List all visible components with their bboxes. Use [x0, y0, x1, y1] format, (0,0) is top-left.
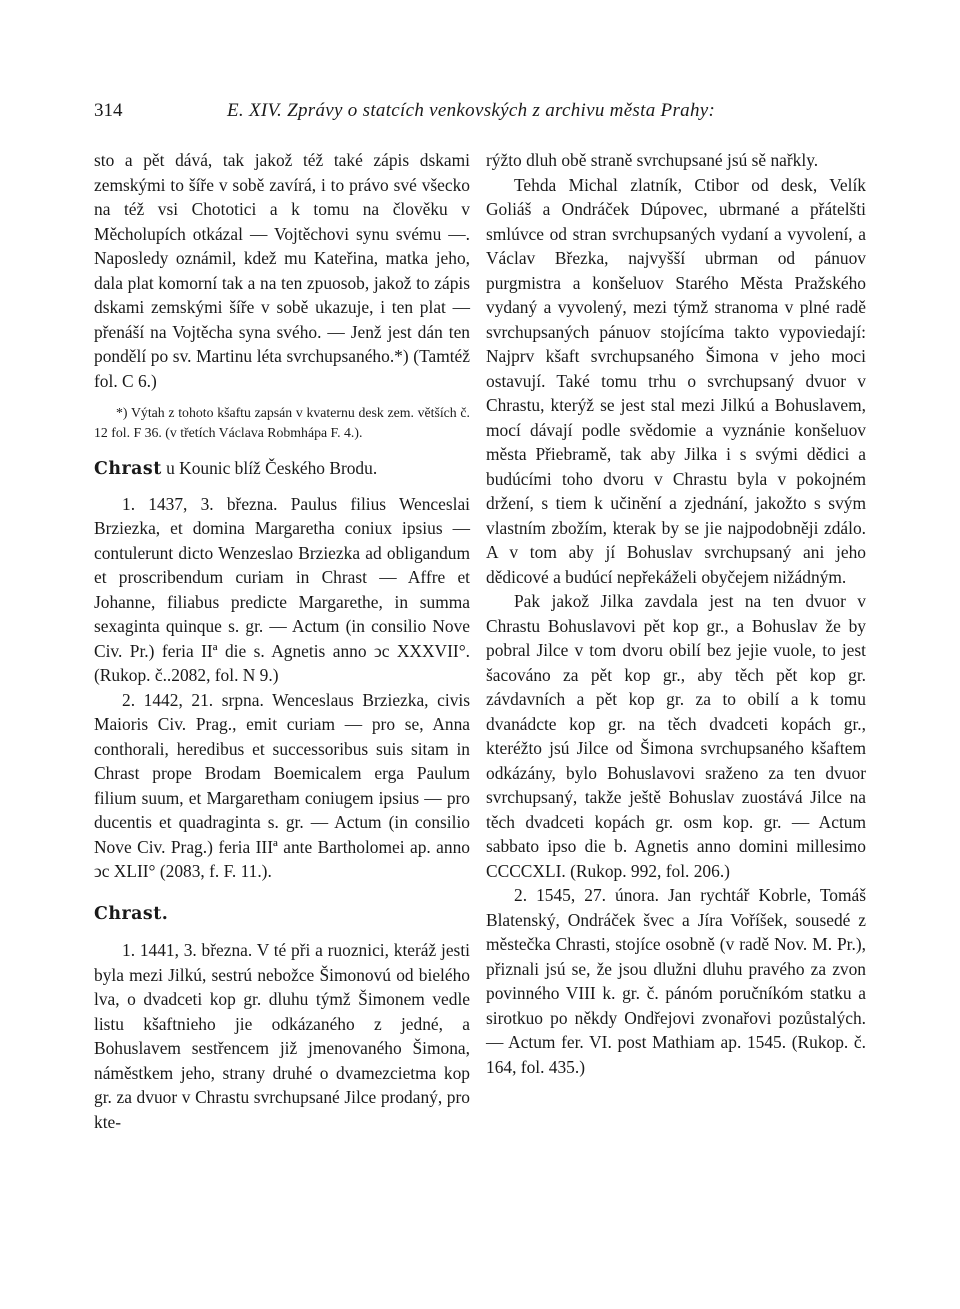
- entry-1437: 1. 1437, 3. března. Paulus filius Wenceslai Brziezka, et domina Margaretha coniux ipsius — contulerunt dicto Wenzeslao Brziezka ad obligandum et proscribendum curiam in Chrast — Affre et Johanne, filiabus predicte Margarethe, in summa sexaginta quinque s. gr. — Actum (in consilio Nove Civ. Pr.) feria IIª die s. Agnetis anno ↄc XXXVII°. (Rukop. č..2082, fol. N 9.): [94, 493, 470, 685]
- page-header: [94, 100, 866, 124]
- left-column: [94, 148, 470, 1134]
- heading-place-name: Chrast: [94, 459, 162, 479]
- running-title: E. XIV. Zprávy o statcích venkovských z archivu města Prahy:: [227, 100, 716, 121]
- continuation-text: rýžto dluh obě straně svrchupsané jsú sě nařkly.: [486, 150, 819, 170]
- footnote: *) Výtah z tohoto kšaftu zapsán v kvaternu desk zem. větších č. 12 fol. F 36. (v třetích Václava Robmhápa F. 4.).: [94, 405, 470, 440]
- ruling-paragraph: Tehda Michal zlatník, Ctibor od desk, Velík Goliáš a Ondráček Dúpovec, ubrmané a přátelšti smlúvce od stran svrchupsaných vydaní a vyvolení, a Václav Březka, najvyšší ubrman od pánuov purgmistra a konšeluov Starého Města Pražského vydaný a vyvolený, mezi týmž stranoma v plné radě svrchupsaných pánuov stojícíma takto vypoviedají: Najprv kšaft svrchupsaného Šimona v jeho moci ostavují. Také tomu trhu o svrchupsaný dvuor v Chrastu, kterýž se jest stal mezi Jilkú a Bohuslavem, mocí dávají podle svědomie a vyznánie konšeluov města Přiebramě, tak aby Jilka i s svými dědici a budúcími toho dvoru v Chrastu byla v pokojném držení, s tiem k učinění a zjednání, jakožto s svým vlastním zbožím, kterak by se jie najpodobněji zdálo. A v tom aby jí Bohuslav svrchupsaný ani jeho dědicové a budúcí nepřekáželi obyčejem nižádným.: [486, 174, 866, 587]
- section-heading-chrast-kounice: [94, 456, 470, 482]
- section-heading-chrast: Chrast.: [94, 903, 169, 924]
- heading-place-description: u Kounic blíž Českého Brodu.: [161, 458, 378, 478]
- right-column: [486, 148, 866, 1079]
- entry-1545: 2. 1545, 27. února. Jan rychtář Kobrle, Tomáš Blatenský, Ondráček švec a Jíra Voříšek, sousedé z městečka Chrasti, stojíce osobně (v radě Nov. M. Pr.), přiznali jsú se, že jsou dlužni dluhu pravého za zvon povinného VIII k. gr. č. pánóm poručníkóm statku a sirotkuo po někdy Ondřejovi zvonařovi pozůstalých. — Actum fer. VI. post Mathiam ap. 1545. (Rukop. č. 164, fol. 435.): [486, 885, 866, 1077]
- settlement-paragraph: Pak jakož Jilka zavdala jest na ten dvuor v Chrastu Bohuslavovi pět kop gr., a Bohuslav že by pobral Jilce v tom dvoru obilí bez jejie vuole, to jest šacováno za pět kop gr., aby těch pět kop gr. závdavních a pět kop gr. za to obilí a k tomu dvanádcte kop gr. na těch dvadceti kopách gr., kteréžto jsú Jilce od Šimona svrchupsaného kšaftem odkázány, bylo Bohuslavovi sraženo za ten dvuor svrchupsaný, takže ještě Bohuslav zuostává Jilce na těch dvadceti kopách gr. osm kop. gr. — Actum sabbato ipso die b. Agnetis anno domini millesimo CCCCXLI. (Rukop. 992, fol. 206.): [486, 591, 866, 881]
- intro-paragraph: sto a pět dává, tak jakož též také zápis dskami zemskými to šíře v sobě zavírá, i to právo své všecko na též vsi Chototici a k tomu na člověku v Měcholupích otkázal — Vojtěchovi synu svému —. Naposledy oznámil, kdež mu Kateřina, matka jeho, dala plat komorní tak a na ten zpuosob, jakož to zápis dskami zemskými šíře v sobě ukazuje, i ten plat — přenáší na Vojtěcha syna svého. — Jenž jest dán ten pondělí po sv. Martinu léta svrchupsaného.*) (Tamtéž fol. C 6.): [94, 150, 470, 391]
- entry-1441: 1. 1441, 3. března. V té při a ruoznici, kteráž jesti byla mezi Jilkú, sestrú nebožce Šimonovú od bielého lva, o dvadceti kop gr. dluhu týmž Šimonem vedle listu kšaftnieho jie odkázaného z jedné, a Bohuslavem sestřencem již jmenovaného Šimona, náměstkem jeho, strany druhé o dvamezcietma kop gr. za dvuor v Chrastu svrchupsané Jilce prodaný, pro kte-: [94, 940, 470, 1132]
- page-number: 314: [94, 100, 123, 121]
- entry-1442: 2. 1442, 21. srpna. Wenceslaus Brziezka, civis Maioris Civ. Prag., emit curiam — pro se, Anna conthorali, heredibus et successoribus suis sitam in Chrast prope Brodam Boemicalem erga Paulum filium suum, et Margaretham coniugem ipsius — pro ducentis et quadraginta s. gr. — Actum (in consilio Nove Civ. Prag.) feria IIIª ante Bartholomei ap. anno ↄc XLII° (2083, f. F. 11.).: [94, 689, 470, 881]
